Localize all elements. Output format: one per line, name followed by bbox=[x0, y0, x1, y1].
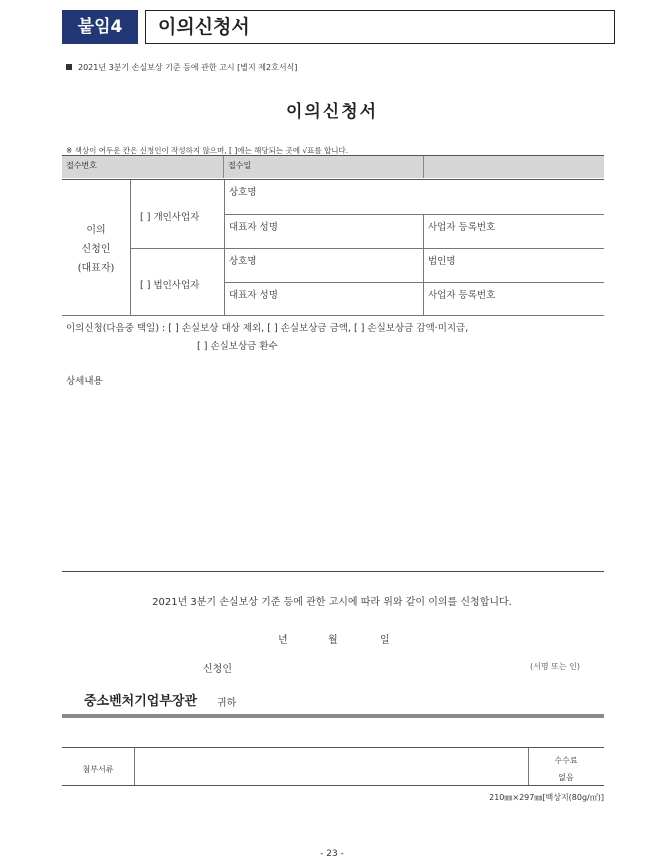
fee-value: 없음 bbox=[558, 773, 574, 782]
date-day-label: 일 bbox=[380, 635, 390, 646]
table-divider bbox=[134, 748, 135, 785]
recipient-name: 중소벤처기업부장관 bbox=[84, 694, 198, 709]
declaration-statement: 2021년 3분기 손실보상 기준 등에 관한 고시에 따라 위와 같이 이의를 신청합니다. bbox=[152, 597, 512, 608]
form-reference bbox=[66, 62, 297, 73]
table-divider bbox=[62, 315, 604, 316]
objection-options[interactable]: 이의신청(다음중 택일) : [ ] 손실보상 대상 제외, [ ] 손실보상금 금액, [ ] 손실보상금 감액·미지급, bbox=[66, 323, 469, 334]
receipt-empty-cell bbox=[424, 156, 604, 178]
date-year-label: 년 bbox=[278, 635, 288, 646]
instruction-note: ※ 색상이 어두운 칸은 신청인이 작성하지 않으며, [ ]에는 해당되는 곳에 √표를 합니다. bbox=[66, 146, 349, 155]
individual-representative-field[interactable]: 대표자 성명 bbox=[229, 222, 278, 233]
form-reference-text: 2021년 3분기 손실보상 기준 등에 관한 고시 [별지 제2호서식] bbox=[78, 63, 298, 72]
objection-option-refund[interactable]: [ ] 손실보상금 환수 bbox=[197, 341, 278, 352]
receipt-number-label: 접수번호 bbox=[62, 156, 224, 178]
appendix-badge: 붙임4 bbox=[62, 10, 138, 44]
attachment-box bbox=[62, 747, 604, 786]
corporate-company-name-field[interactable]: 상호명 bbox=[229, 256, 257, 267]
document-title: 이의신청서 bbox=[145, 10, 615, 44]
table-divider bbox=[224, 282, 604, 283]
corporate-business-reg-field[interactable]: 사업자 등록번호 bbox=[428, 290, 496, 301]
paper-spec: 210㎜×297㎜[백상지(80g/㎡)] bbox=[489, 793, 604, 802]
form-title: 이의신청서 bbox=[285, 102, 379, 122]
applicant-label-line: 이의 bbox=[86, 225, 106, 236]
recipient-suffix: 귀하 bbox=[217, 698, 237, 709]
corporate-name-field[interactable]: 법인명 bbox=[428, 256, 456, 267]
receipt-band-divider bbox=[62, 179, 604, 180]
table-divider bbox=[224, 214, 604, 215]
attachment-label: 첨부서류 bbox=[82, 765, 114, 774]
signature-hint: (서명 또는 인) bbox=[530, 662, 580, 671]
date-month-label: 월 bbox=[328, 635, 338, 646]
detail-label: 상세내용 bbox=[66, 376, 103, 387]
square-bullet-icon bbox=[66, 64, 72, 70]
applicant-label-line: (대표자) bbox=[77, 263, 115, 274]
corporate-business-checkbox[interactable]: [ ] 법인사업자 bbox=[140, 280, 200, 291]
applicant-signature-label: 신청인 bbox=[203, 664, 232, 675]
table-divider bbox=[423, 214, 424, 248]
thick-divider bbox=[62, 714, 604, 718]
table-divider bbox=[130, 248, 604, 249]
fee-label: 수수료 bbox=[554, 756, 578, 765]
individual-business-reg-field[interactable]: 사업자 등록번호 bbox=[428, 222, 496, 233]
corporate-representative-field[interactable]: 대표자 성명 bbox=[229, 290, 278, 301]
receipt-band bbox=[62, 155, 604, 178]
individual-company-name-field[interactable]: 상호명 bbox=[229, 187, 257, 198]
applicant-label-line: 신청인 bbox=[81, 244, 111, 255]
receipt-date-label: 접수일 bbox=[224, 156, 424, 178]
page-number: - 23 - bbox=[320, 849, 344, 859]
section-divider bbox=[62, 571, 604, 572]
applicant-label bbox=[62, 221, 130, 278]
individual-business-checkbox[interactable]: [ ] 개인사업자 bbox=[140, 212, 200, 223]
